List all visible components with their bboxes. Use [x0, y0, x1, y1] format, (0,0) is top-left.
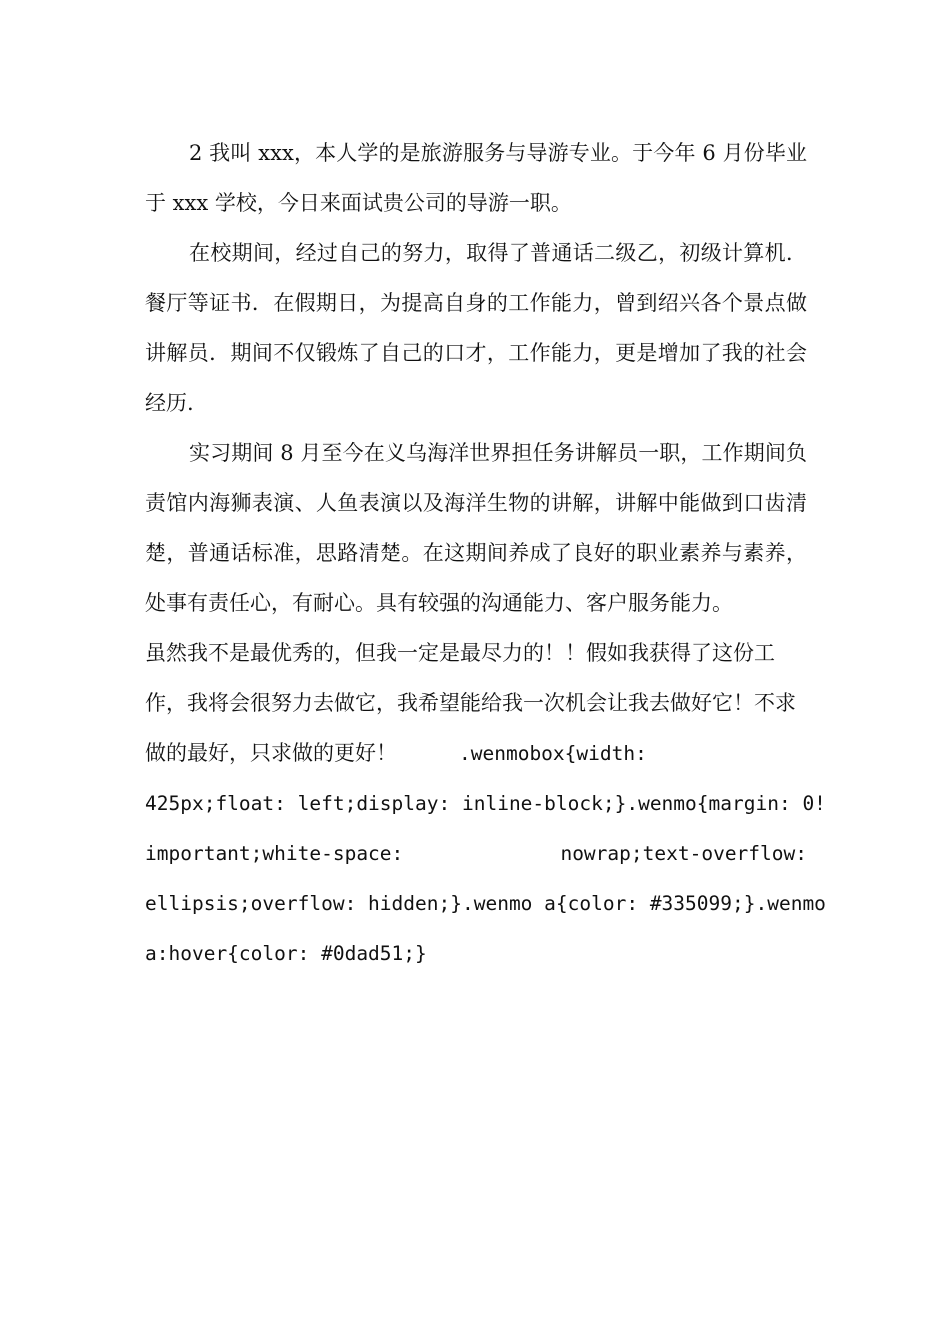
css-snippet-line-3a: important;white-space:: [145, 842, 404, 865]
css-snippet-line-5: a:hover{color: #0dad51;}: [145, 942, 427, 965]
paragraph-intro: 2 我叫 xxx，本人学的是旅游服务与导游专业。于今年 6 月份毕业于 xxx 学校，今日来面试贵公司的导游一职。: [145, 141, 807, 215]
document-body: [145, 128, 826, 979]
css-snippet-line-4: ellipsis;overflow: hidden;}.wenmo a{color: #335099;}.wenmo: [145, 892, 826, 915]
paragraph-closing-block: [145, 628, 807, 779]
paragraph-closing: 虽然我不是最优秀的，但我一定是最尽力的！！假如我获得了这份工作，我将会很努力去做它，我希望能给我一次机会让我去做好它！不求做的最好，只求做的更好！: [145, 641, 796, 765]
css-snippet-line-3-row: [145, 829, 807, 879]
css-snippet-line-2: 425px;float: left;display: inline-block;}.wenmo{margin: 0!: [145, 792, 826, 815]
paragraph-internship: 实习期间 8 月至今在义乌海洋世界担任务讲解员一职，工作期间负责馆内海狮表演、人鱼表演以及海洋生物的讲解，讲解中能做到口齿清楚，普通话标准，思路清楚。在这期间养成了良好的职业素养与素养，处事有责任心，有耐心。具有较强的沟通能力、客户服务能力。: [145, 441, 807, 615]
css-snippet-line-3b: nowrap;text-overflow:: [560, 842, 807, 865]
paragraph-school: 在校期间，经过自己的努力，取得了普通话二级乙，初级计算机．餐厅等证书．在假期日，为提高自身的工作能力，曾到绍兴各个景点做讲解员．期间不仅锻炼了自己的口才，工作能力，更是增加了我的社会经历.: [145, 241, 807, 415]
css-snippet-line-1: .wenmobox{width:: [459, 742, 647, 765]
